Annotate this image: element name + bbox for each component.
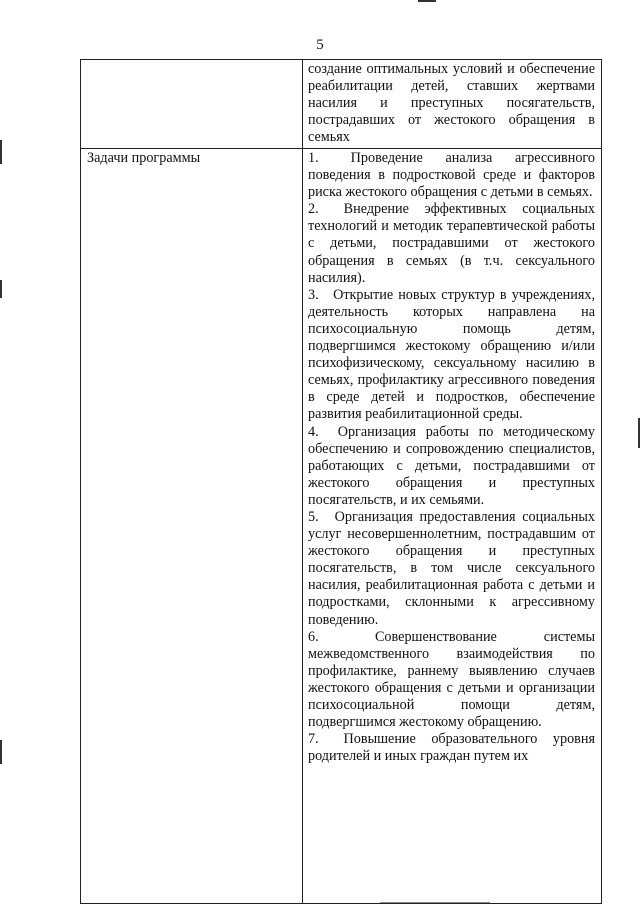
tasks-label-cell	[81, 149, 303, 904]
task-item	[308, 509, 595, 629]
scan-mark-left	[0, 140, 2, 164]
task-text: Проведение анализа агрессивного поведения в подростковой среде и факторов риска жестокого обращения с детьми в семьях.	[308, 150, 595, 201]
table-row-tasks	[81, 149, 602, 904]
goal-label-cell	[81, 60, 303, 149]
task-item	[308, 150, 595, 201]
task-text: Открытие новых структур в учреждениях, деятельность которых направлена на психосоциальную помощь детям, подвергшимся жестокому обращению и/или психофизическому, сексуальному насилию в семьях, профилактику агрессивного поведения в среде детей и подростков, обеспечение развития реабилитационной среды.	[308, 286, 595, 423]
scan-mark-left	[0, 280, 2, 298]
tasks-list-cell	[303, 149, 602, 904]
task-text: Организация предоставления социальных услуг несовершеннолетним, пострадавшим от жестокого обращения и преступных посягательств, в том числе сексуального насилия, реабилитационная работа с детьми и подростками, склонными к агрессивному поведению.	[308, 508, 595, 628]
table-row-goal	[81, 60, 602, 149]
task-number: 2.	[308, 201, 319, 218]
task-text: Организация работы по методическому обеспечению и сопровождению специалистов, работающих с детьми, пострадавшими от жестокого обращения и преступных посягательств, и их семьями.	[308, 423, 595, 508]
task-number: 5.	[308, 508, 319, 525]
task-number: 4.	[308, 423, 319, 440]
task-text: Повышение образовательного уровня родителей и иных граждан путем их	[308, 731, 595, 765]
task-item	[308, 629, 595, 732]
task-item	[308, 201, 595, 286]
goal-text-cell	[303, 60, 602, 149]
tasks-label: Задачи программы	[87, 150, 201, 166]
task-item	[308, 287, 595, 424]
goal-text: создание оптимальных условий и обеспечение реабилитации детей, ставших жертвами насилия и преступных посягательств, пострадавших от жестокого обращения в семьях	[308, 61, 595, 146]
task-number: 1.	[308, 150, 319, 166]
task-number: 3.	[308, 286, 319, 303]
task-number: 6.	[308, 628, 319, 645]
task-number: 7.	[308, 731, 319, 748]
page-number: 5	[316, 37, 324, 53]
program-passport-table	[80, 59, 602, 904]
task-text: Совершенствование системы межведомственного взаимодействия по профилактике, раннему выявлению случаев жестокого обращения с детьми и организации психосоциальной помощи детям, подвергшимся жестокому обращению.	[308, 628, 595, 731]
task-item	[308, 731, 595, 765]
task-text: Внедрение эффективных социальных технологий и методик терапевтической работы с детьми, пострадавшими от жестокого обращения в семьях (в т.ч. сексуального насилия).	[308, 201, 596, 286]
scan-mark-top	[418, 0, 436, 2]
scan-mark-left	[0, 740, 2, 764]
task-item	[308, 424, 595, 509]
